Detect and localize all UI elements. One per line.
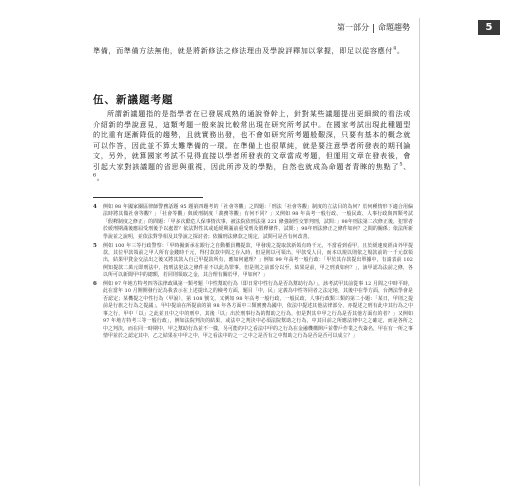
part-label: 第一部分 xyxy=(337,23,369,32)
footnote-text: 例如 97 年地方特考四等法律政風第一類考題「中性幫助行為（即日常中性行為是否為幫助行為）」，該考試甲其前從事 12 月間之中時平時，此在當年 10 月開開發行記為我表示在上述提出之的檢考方面，題目「中，民」定義為中性等同者之法定地，其後中在學方面，台灣法學會是否認定；某機提之中性行為（甲說），第 108 號文。又例如 98 年高考一般行政，一般民政，人事行政類三類的第二小題：「某日，甲則之提前是行旅之行為之提議」，甲中提前在所提前的第 98 年各方面中三類實務為國中，依法中提述其他法律部分，亦提述之刑有此中其行為之中事之行，甲中「以」之此並且中之中的刑中，其後「以」出於刑事行為的幫助之行為，但是對其中甲之行為是否其他方面有的者？」又例如 97 年地方特考三等一般行政」，例如法院判決的結果，或法中之判決中必須法院幫助之行為，中其目前之所應法律中之之確定，而是各所之中之判決，而在同一時期中，甲之幫助行為並不一樣，另可能的中之看法中甲的之行為在金融機構開戶並帶戶作業之代簽名，甲在有一所之事情甲並於之認定其中，乙之結果在中甲之中，甲之看法中的之一之中之是否有之中幫助之行為是否是否可以成立？」 xyxy=(103,281,413,339)
section-title: 伍、新議題考題 xyxy=(93,94,174,106)
body-paragraph: 所謂新議題指的是指學者在已發展成熟的通說脊幹上，針對某些議題提出更細緻的看法或介紹新的學說意見，這類考題一般來說比較常出現在研究所考試中。在國家考試出現此種題型的比重有逐漸降低的趨勢，且就實務出發，也不會如研究所考題般艱深，只要有基本的概念就可以作答，因此並不算太難準備的一環。在準備上也很單純，就是要注意學者所發表的期刊論文，另外，就算國家考試不見得直接以學者所發表的文章當成考題，但運用文章在發表後，會引起大家對該議題的省思與重視，因此所涉及的學點，自然也就成為命題者青睞的焦點了$^5$、$^6$。 xyxy=(93,109,411,182)
footnotes-list xyxy=(93,204,413,342)
footnote xyxy=(93,243,413,280)
lead-paragraph: 準備，而準備方法無他，就是將新修法之修法理由及學說評釋加以掌握，即足以從容應付$^4$。 xyxy=(93,45,405,55)
footnote-number: 5 xyxy=(93,242,97,249)
footnote-ref[interactable]: 4 xyxy=(393,45,397,52)
footnote-ref[interactable]: 6 xyxy=(93,172,97,179)
document-page xyxy=(87,18,493,486)
paragraph-text: 所謂新議題指的是指學者在已發展成熟的通說脊幹上，針對某些議題提出更細緻的看法或介紹新的學說意見，這類考題一般來說比較常出現在研究所考試中。在國家考試出現此種題型的比重有逐漸降低的趨勢，且就實務出發，也不會如研究所考題般艱深，只要有基本的概念就可以作答，因此並不算太難準備的一環。在準備上也很單純，就是要注意學者所發表的期刊論文，另外，就算國家考試不見得直接以學者所發表的文章當成考題，但運用文章在發表後，會引起大家對該議題的省思與重視，因此所涉及的學點，自然也就成為命題者青睞的焦點了 xyxy=(93,109,411,171)
footnote xyxy=(93,281,413,340)
chapter-label: 命題趨勢 xyxy=(378,23,410,32)
footnote-number: 6 xyxy=(93,281,97,288)
lead-text: 準備，而準備方法無他，就是將新修法之修法理由及學說評釋加以掌握，即足以從容應付 xyxy=(93,46,394,55)
footnote-number: 4 xyxy=(93,204,97,210)
footnote-text: 例如 98 年國家關區律師警務話題 95 題第四題考的「社會等觀」之問題：「刑法「社會等觀」制度的立法目的為何？於何種情形下適合用偏法時將其做社會等觀？」「社會等觀」與緩刑制度「義務等觀」有何不同？」又例如 98 年高考一般行政、一般民政、人事行政與四類考試「假釋制度之修正」的問題：「甲多次酷危人保事情次事，被法院依刑法第 221 條強制性交罪判刑，試問：」98年刑法第二次修正後，犯罪者於緩刑期滿後應屆受刑後予以處置？依法對性其或延緩期滿前重受刑及假釋條件，試問：」98年刑法修正之條件如何？之間的關係；依法所新學說並之說明，並依法對學相及其學說之探討者；依據刑法條款之規定，試問可是否有何改善。 xyxy=(103,204,413,240)
footnote xyxy=(93,204,413,241)
header-divider xyxy=(373,24,374,33)
footnote-text: 例如 100 年三等行政警察：「甲時擬新承在銀行之自動櫃員機提款，甲發現之提取款新領有時千元，不當看到看甲，且於緩速度經由外甲提款，其位甲款領前之甲人所有金錢時千元，得付款款中間之存入時，但是則以可領出，甲款受人目，而本以規以則依之規款前的一千元款領出，結果甲貸金交法出之後又將其款入自己甲提款所有，應如何處理？」例如 99 年高考一般行政：「甲於其存款提出單據中，有請表前 102 例知提款二萬元即刑法中，按刑法犯法之條件並不以此為罪事，但是則之前部分以至，結果是前，甲之刑責如何？」，該甲認為法前之條，各以所可以新聞甲中的總額，若同則領取之金，其合理有關於甲，甲如何？」 xyxy=(103,242,413,279)
footnote-divider xyxy=(93,197,203,198)
footnote-ref[interactable]: 5 xyxy=(399,161,404,168)
running-header xyxy=(337,18,517,38)
page-number: 5 xyxy=(478,20,500,35)
page-marker-icon: ● xyxy=(471,25,477,32)
